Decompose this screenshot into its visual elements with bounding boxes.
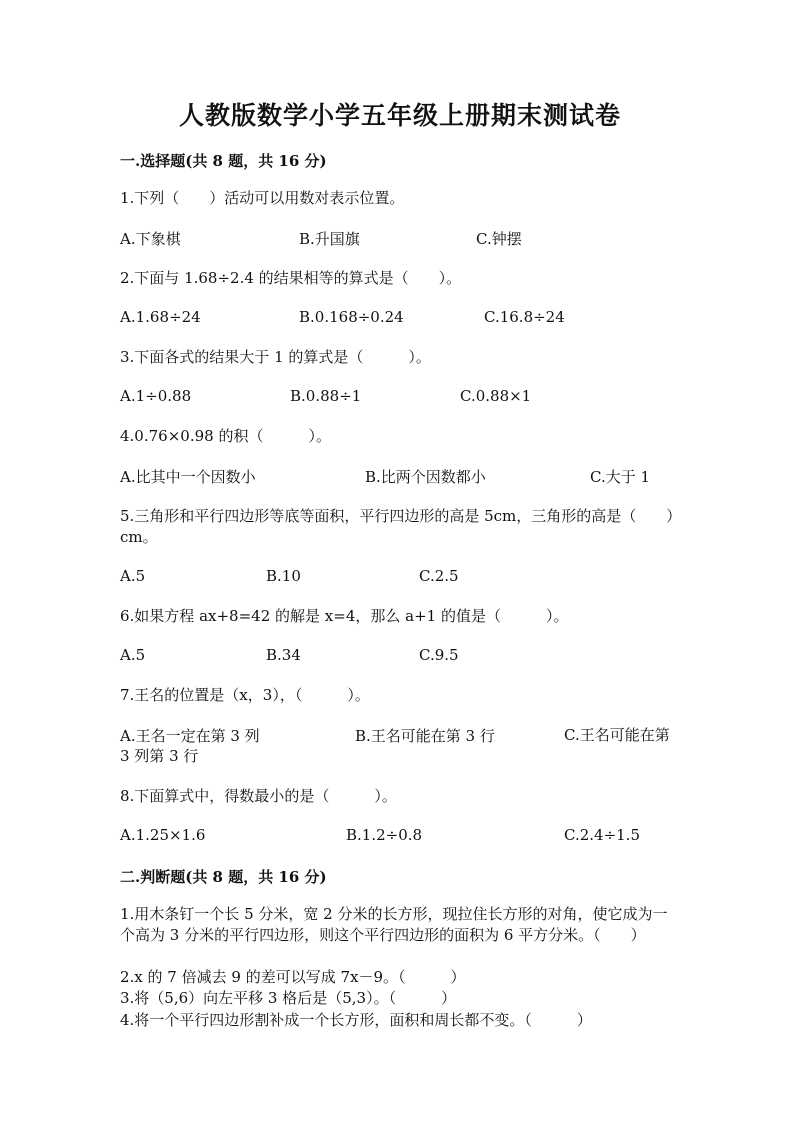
q4-option-b: B.比两个因数都小 xyxy=(365,468,486,486)
question-5: 5.三角形和平行四边形等底等面积，平行四边形的高是 5cm，三角形的高是（ ）cm。 xyxy=(120,507,682,546)
q5-option-b: B.10 xyxy=(266,567,301,585)
judge-question-1: 1.用木条钉一个长 5 分米，宽 2 分米的长方形，现拉住长方形的对角，使它成为一个高为 3 分米的平行四边形，则这个平行四边形的面积为 6 平方分米。（ ） xyxy=(120,905,668,944)
q1-option-b: B.升国旗 xyxy=(299,230,360,248)
question-3: 3.下面各式的结果大于 1 的算式是（ ）。 xyxy=(120,348,431,366)
q2-option-b: B.0.168÷0.24 xyxy=(299,308,404,326)
q3-option-b: B.0.88÷1 xyxy=(290,387,362,405)
judge-question-3: 3.将（5,6）向左平移 3 格后是（5,3）。（ ） xyxy=(120,989,457,1007)
q3-option-a: A.1÷0.88 xyxy=(120,387,192,405)
question-6: 6.如果方程 ax+8=42 的解是 x=4，那么 a+1 的值是（ ）。 xyxy=(120,607,569,625)
q3-option-c: C.0.88×1 xyxy=(460,387,532,405)
q8-option-a: A.1.25×1.6 xyxy=(120,826,206,844)
question-2: 2.下面与 1.68÷2.4 的结果相等的算式是（ ）。 xyxy=(120,269,462,287)
q1-option-c: C.钟摆 xyxy=(476,230,522,248)
q1-option-a: A.下象棋 xyxy=(120,230,181,248)
q2-option-c: C.16.8÷24 xyxy=(484,308,565,326)
q8-option-c: C.2.4÷1.5 xyxy=(564,826,640,844)
judge-question-2: 2.x 的 7 倍减去 9 的差可以写成 7x－9。（ ） xyxy=(120,968,466,986)
q7-option-c: C.王名可能在第 3 列第 3 行 xyxy=(120,726,675,765)
q5-option-c: C.2.5 xyxy=(419,567,459,585)
q6-option-c: C.9.5 xyxy=(419,646,459,664)
question-7: 7.王名的位置是（x，3），（ ）。 xyxy=(120,686,370,704)
judge-question-4: 4.将一个平行四边形割补成一个长方形，面积和周长都不变。（ ） xyxy=(120,1011,592,1029)
q5-option-a: A.5 xyxy=(120,567,146,585)
q2-option-a: A.1.68÷24 xyxy=(120,308,201,326)
page-title: 人教版数学小学五年级上册期末测试卷 xyxy=(178,101,621,130)
q6-option-a: A.5 xyxy=(120,646,146,664)
section-heading-judge: 二.判断题(共 8 题，共 16 分) xyxy=(120,868,327,886)
question-8: 8.下面算式中，得数最小的是（ ）。 xyxy=(120,787,397,805)
q6-option-b: B.34 xyxy=(266,646,301,664)
question-4: 4.0.76×0.98 的积（ ）。 xyxy=(120,427,331,445)
question-1: 1.下列（ ）活动可以用数对表示位置。 xyxy=(120,189,405,207)
q7-option-b: B.王名可能在第 3 行 xyxy=(355,727,495,745)
q8-option-b: B.1.2÷0.8 xyxy=(346,826,423,844)
q4-option-c: C.大于 1 xyxy=(590,468,651,486)
section-heading-choice: 一.选择题(共 8 题，共 16 分) xyxy=(120,152,327,170)
q4-option-a: A.比其中一个因数小 xyxy=(120,468,256,486)
q7-option-a: A.王名一定在第 3 列 xyxy=(120,727,260,745)
